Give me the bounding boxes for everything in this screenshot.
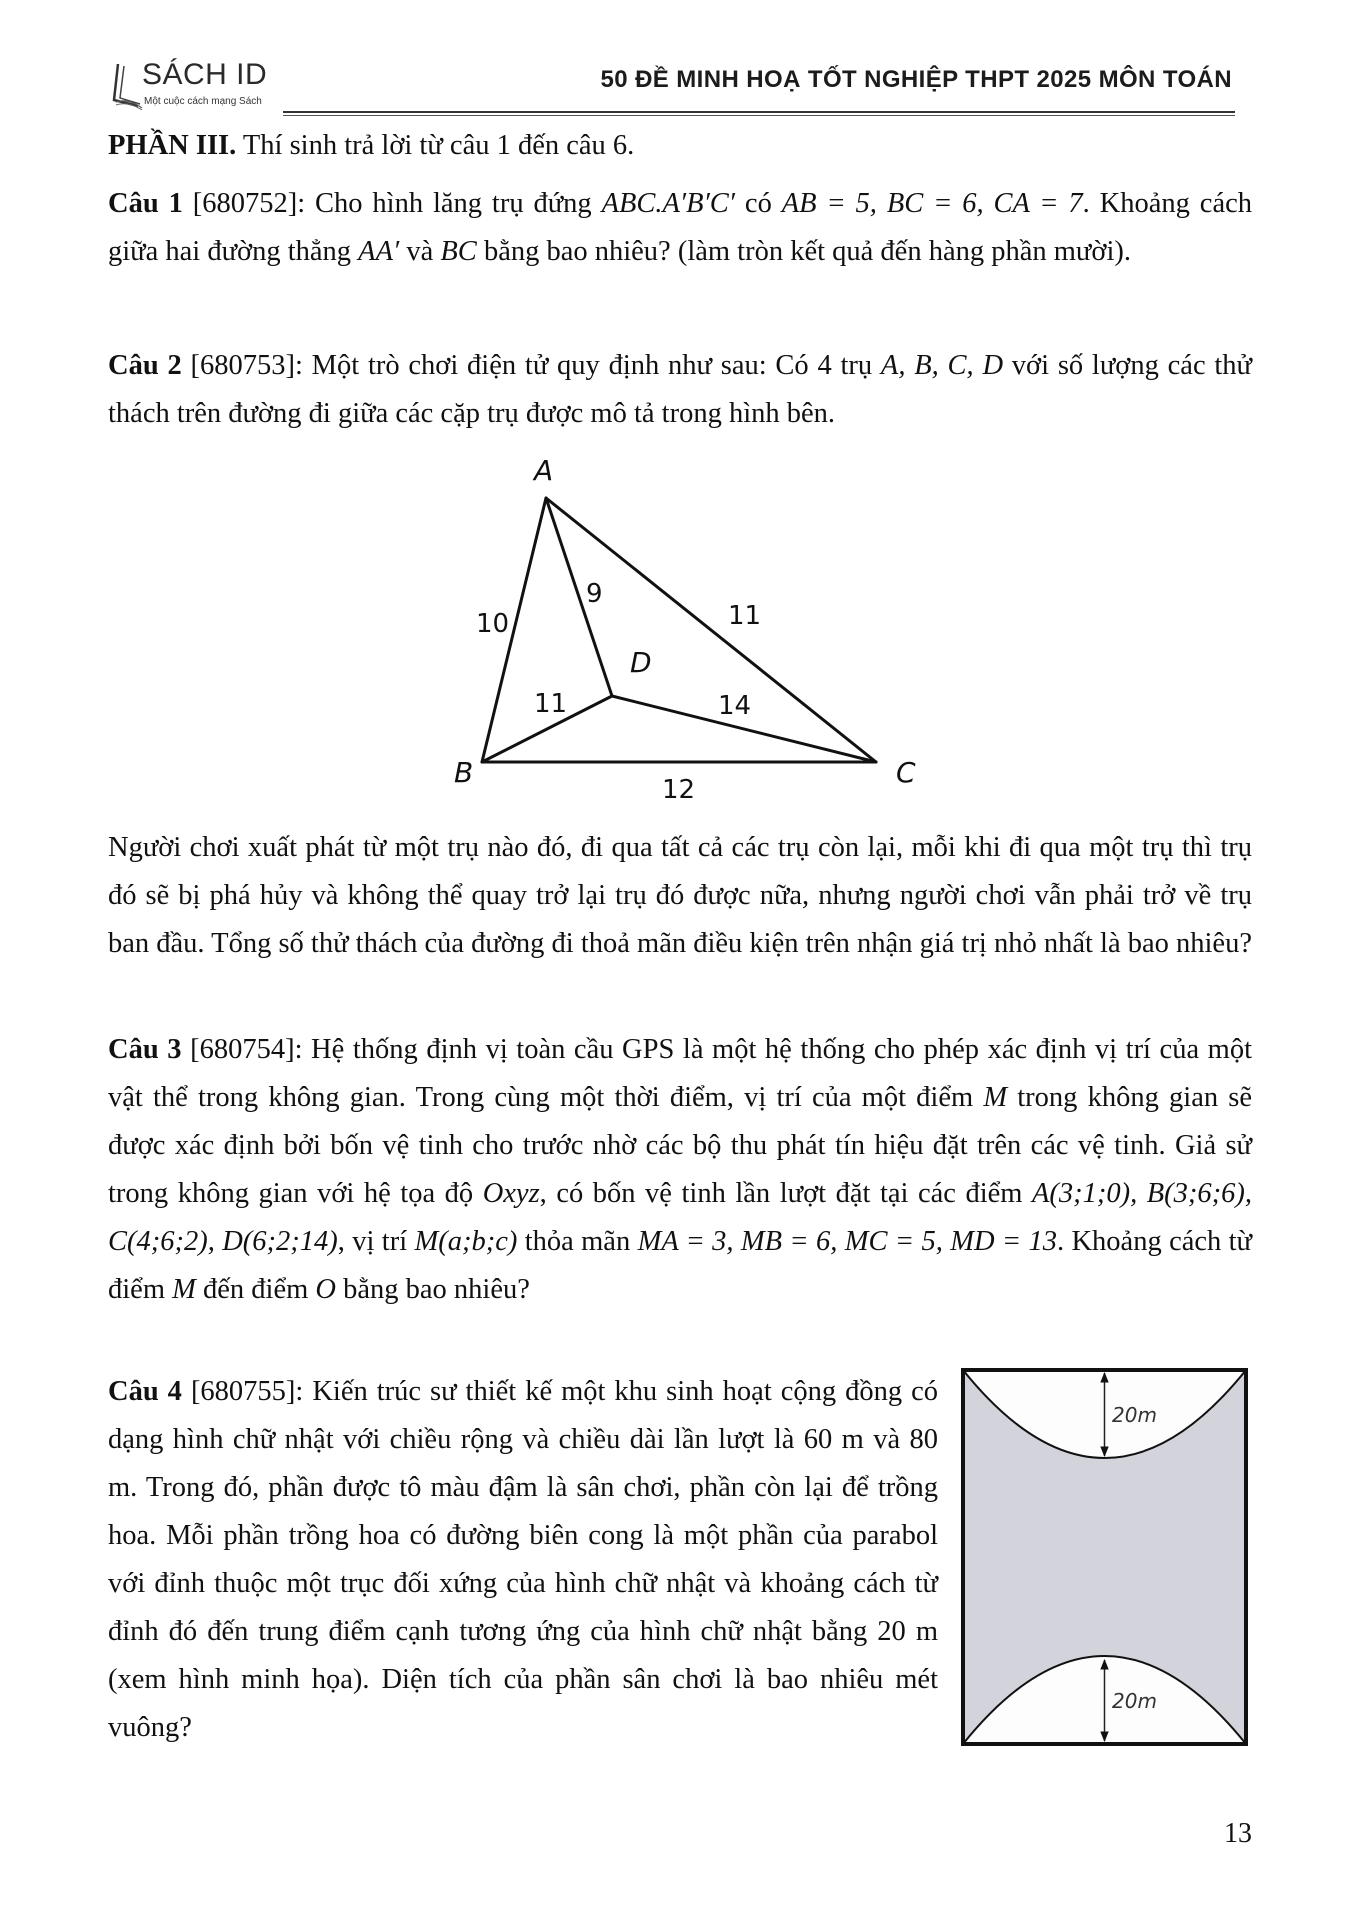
- header-divider: [283, 111, 1235, 116]
- question-text: . Khoảng cách từ điểm: [108, 1226, 1252, 1305]
- question-label: Câu 1: [108, 188, 183, 219]
- bottom-dimension-label: 20m: [1112, 1689, 1157, 1713]
- question-text: : Một trò chơi điện tử quy định như sau: Có 4 trụ: [294, 350, 881, 381]
- question-id: [680752]: [192, 188, 298, 219]
- page-number: 13: [1224, 1818, 1252, 1849]
- math-expr: M: [172, 1274, 196, 1305]
- park-figure: [955, 1362, 1255, 1752]
- question-text: , vị trí: [337, 1226, 415, 1257]
- math-expr: AA′: [358, 236, 400, 267]
- section-text: Thí sinh trả lời từ câu 1 đến câu 6.: [236, 130, 635, 161]
- question-text: : Hệ thống định vị toàn cầu GPS là một hệ thống cho phép xác định vị trí của một vật thể trong không gian. Trong cùng một thời điểm, vị trí của một điểm: [108, 1034, 1252, 1113]
- edge-A-C: [546, 498, 876, 762]
- math-expr: M(a;b;c): [414, 1226, 518, 1257]
- question-text: thỏa mãn: [517, 1226, 638, 1257]
- edge-weight-A-B: 10: [476, 609, 510, 639]
- question-3: [108, 1026, 1252, 1314]
- math-expr: A(3;1;0), B(3;6;6), C(4;6;2), D(6;2;14): [108, 1178, 1253, 1257]
- question-text: và: [399, 236, 441, 267]
- top-dimension-label: 20m: [1112, 1403, 1157, 1427]
- math-expr: MA = 3, MB = 6, MC = 5, MD = 13: [637, 1226, 1057, 1257]
- math-expr: AB = 5, BC = 6, CA = 7: [781, 188, 1083, 219]
- question-text: đến điểm: [195, 1274, 316, 1305]
- question-text: : Kiến trúc sư thiết kế một khu sinh hoạt cộng đồng có dạng hình chữ nhật với chiều rộng và chiều dài lần lượt là 60 m và 80 m. Trong đó, phần được tô màu đậm là sân chơi, phần còn lại để trồng hoa. Mỗi phần trồng hoa có đường biên cong là một phần của parabol với đỉnh thuộc một trục đối xứng của hình chữ nhật và khoảng cách từ đỉnh đó đến trung điểm cạnh tương ứng của hình chữ nhật bằng 20 m (xem hình minh họa). Diện tích của phần sân chơi là bao nhiêu mét vuông?: [108, 1376, 939, 1743]
- math-expr: BC: [440, 236, 477, 267]
- vertex-label-B: B: [454, 756, 474, 789]
- question-id: [680753]: [190, 350, 295, 381]
- question-2-continuation: Người chơi xuất phát từ một trụ nào đó, đi qua tất cả các trụ còn lại, mỗi khi đi qua một trụ thì trụ đó sẽ bị phá hủy và không thể quay trở lại trụ đó được nữa, nhưng người chơi vẫn phải trở về trụ ban đầu. Tổng số thử thách của đường đi thoả mãn điều kiện trên nhận giá trị nhỏ nhất là bao nhiêu?: [108, 832, 1252, 959]
- question-label: Câu 2: [108, 350, 182, 381]
- math-expr: A, B, C, D: [880, 350, 1004, 381]
- question-id: [680754]: [190, 1034, 295, 1065]
- question-text: , có bốn vệ tinh lần lượt đặt tại các điểm: [539, 1178, 1032, 1209]
- question-label: Câu 3: [108, 1034, 182, 1065]
- question-text: : Cho hình lăng trụ đứng: [297, 188, 602, 219]
- edge-weight-D-C: 14: [718, 691, 752, 721]
- edge-weight-B-C: 12: [662, 775, 696, 805]
- question-1: [108, 180, 1252, 276]
- vertex-label-C: C: [896, 756, 916, 789]
- logo-tagline: Một cuộc cách mạng Sách: [144, 96, 262, 107]
- vertex-label-A: A: [534, 454, 554, 487]
- question-text: trong không gian sẽ được xác định bởi bốn vệ tinh cho trước nhờ các bộ thu phát tín hiệu đặt trên các vệ tinh. Giả sử trong không gian với hệ tọa độ: [108, 1082, 1253, 1209]
- section-label: PHẦN III.: [108, 130, 237, 161]
- edge-weight-B-D: 11: [534, 689, 568, 719]
- question-text: bằng bao nhiêu?: [335, 1274, 530, 1305]
- question-text: . Khoảng cách giữa hai đường thẳng: [108, 188, 1253, 267]
- question-label: Câu 4: [108, 1376, 182, 1407]
- publisher-logo: [112, 58, 282, 114]
- math-expr: M: [983, 1082, 1008, 1113]
- logo-text: SÁCH ID: [142, 58, 268, 91]
- vertex-label-D: D: [630, 646, 652, 679]
- question-id: [680755]: [190, 1376, 296, 1407]
- question-4: [108, 1368, 938, 1752]
- math-expr: ABC.A′B′C′: [601, 188, 736, 219]
- graph-figure: [430, 450, 930, 810]
- math-expr: O: [315, 1274, 336, 1305]
- question-2: [108, 342, 1252, 438]
- question-text: bằng bao nhiêu? (làm tròn kết quả đến hàng phần mười).: [476, 236, 1131, 267]
- edge-weight-A-C: 11: [728, 601, 762, 631]
- question-text: có: [735, 188, 782, 219]
- book-icon: [112, 60, 144, 110]
- header-title: 50 ĐỀ MINH HOẠ TỐT NGHIỆP THPT 2025 MÔN TOÁN: [600, 66, 1232, 93]
- section-heading: [108, 122, 1252, 170]
- question-text: với số lượng các thử thách trên đường đi giữa các cặp trụ được mô tả trong hình bên.: [108, 350, 1252, 429]
- edge-weight-A-D: 9: [586, 579, 603, 609]
- math-expr: Oxyz: [482, 1178, 540, 1209]
